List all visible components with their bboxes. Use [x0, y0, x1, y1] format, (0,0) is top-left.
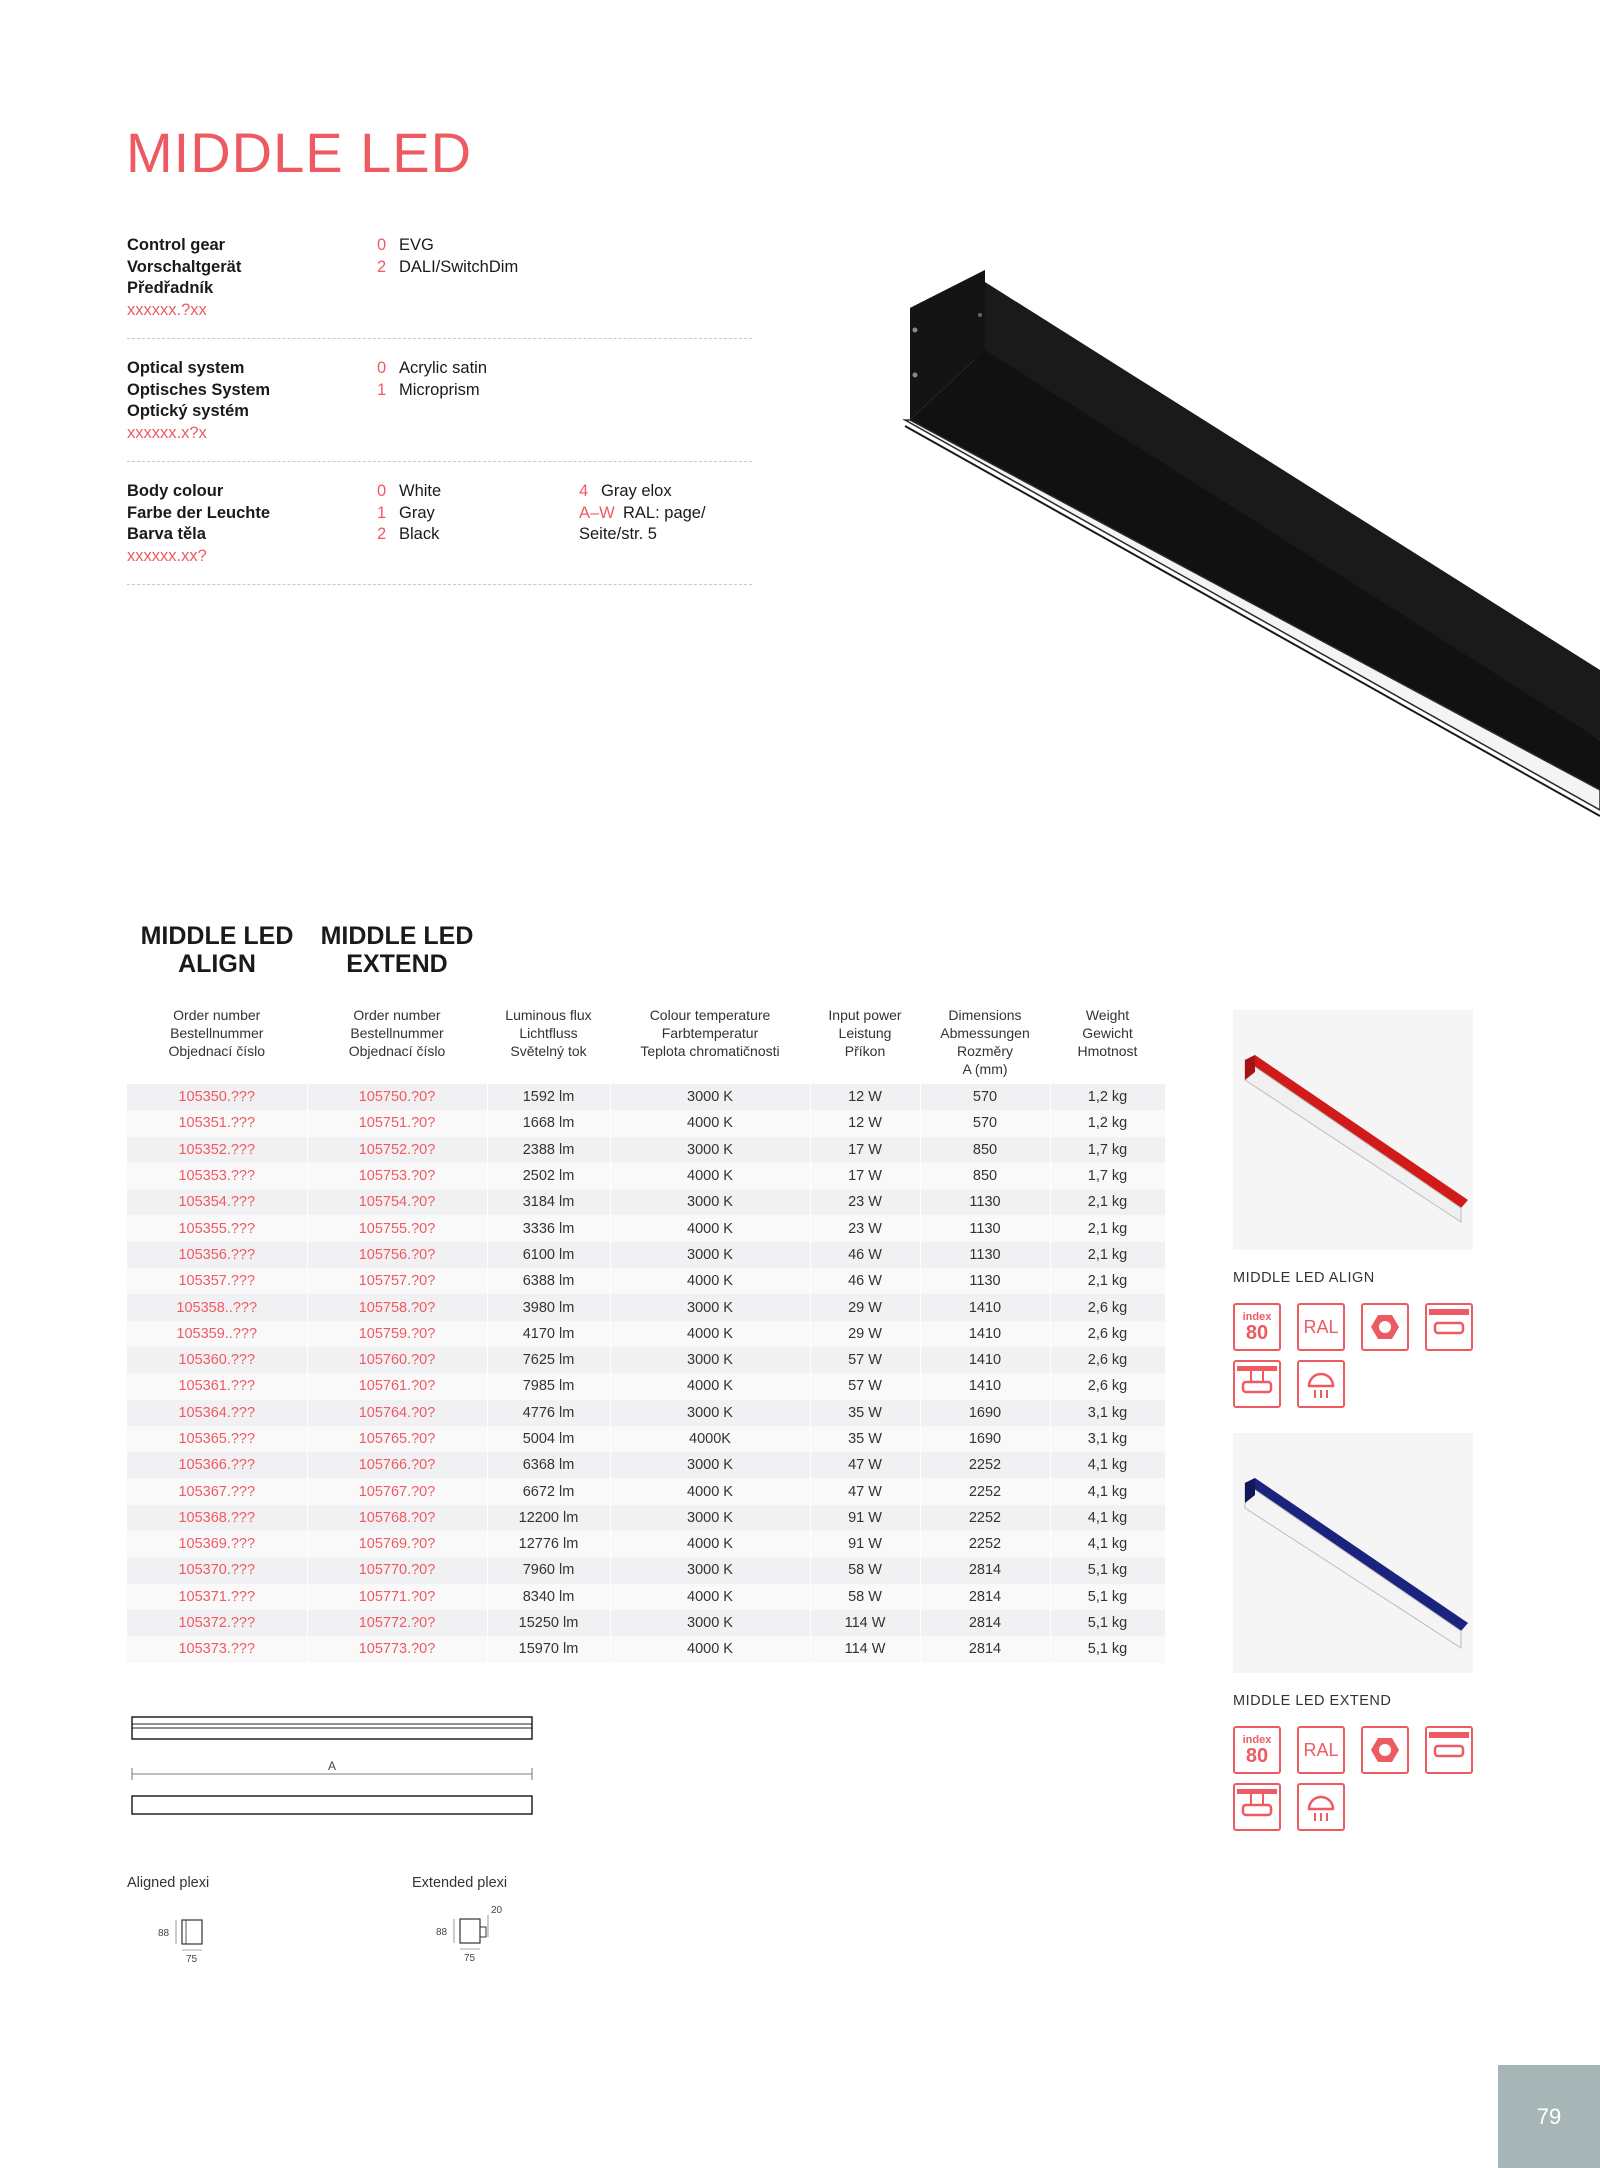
table-cell: 3000 K	[610, 1400, 810, 1426]
table-cell: 58 W	[810, 1557, 920, 1583]
svg-text:20: 20	[491, 1905, 503, 1916]
option-number: 1	[377, 380, 387, 399]
header-colour-temperature: Colour temperature Farbtemperatur Teplota chromatičnosti	[610, 1002, 810, 1084]
order-number-cell: 105757.?0?	[307, 1268, 487, 1294]
order-number-cell: 105769.?0?	[307, 1531, 487, 1557]
order-number-cell: 105354.???	[127, 1189, 307, 1215]
order-number-cell: 105357.???	[127, 1268, 307, 1294]
order-number-cell: 105360.???	[127, 1347, 307, 1373]
table-cell: 4000 K	[610, 1584, 810, 1610]
table-row	[127, 1584, 1165, 1610]
table-cell: 570	[920, 1084, 1050, 1110]
order-number-cell: 105371.???	[127, 1584, 307, 1610]
table-cell: 2,1 kg	[1050, 1215, 1165, 1241]
table-cell: 114 W	[810, 1610, 920, 1636]
table-row	[127, 1110, 1165, 1136]
table-cell: 29 W	[810, 1294, 920, 1320]
order-number-cell: 105767.?0?	[307, 1478, 487, 1504]
table-cell: 4,1 kg	[1050, 1452, 1165, 1478]
variant-extend-icons	[1233, 1726, 1473, 1774]
ceiling-mount-icon	[1425, 1303, 1473, 1351]
table-cell: 1690	[920, 1426, 1050, 1452]
header-order-align: Order number Bestellnummer Objednací číslo	[127, 1002, 307, 1084]
table-cell: 46 W	[810, 1242, 920, 1268]
order-number-cell: 105350.???	[127, 1084, 307, 1110]
table-cell: 57 W	[810, 1373, 920, 1399]
table-row	[127, 1242, 1165, 1268]
order-number-cell: 105753.?0?	[307, 1163, 487, 1189]
option-code: xxxxxx.xx?	[127, 546, 207, 565]
table-cell: 570	[920, 1110, 1050, 1136]
table-cell: 1410	[920, 1321, 1050, 1347]
table-cell: 4,1 kg	[1050, 1478, 1165, 1504]
table-cell: 4,1 kg	[1050, 1505, 1165, 1531]
variant-extend-caption: MIDDLE LED EXTEND	[1233, 1693, 1392, 1709]
series-title-align: MIDDLE LED ALIGN	[140, 922, 294, 978]
table-cell: 4776 lm	[487, 1400, 610, 1426]
table-cell: 3980 lm	[487, 1294, 610, 1320]
table-cell: 1,2 kg	[1050, 1084, 1165, 1110]
table-cell: 3000 K	[610, 1452, 810, 1478]
table-header-row	[127, 1002, 1165, 1084]
option-label: Předřadník	[127, 279, 214, 297]
order-number-cell: 105771.?0?	[307, 1584, 487, 1610]
table-cell: 1130	[920, 1242, 1050, 1268]
order-number-cell: 105756.?0?	[307, 1242, 487, 1268]
pendant-mount-icon	[1233, 1783, 1281, 1831]
table-row	[127, 1452, 1165, 1478]
table-cell: 4000 K	[610, 1636, 810, 1662]
table-cell: 1,2 kg	[1050, 1110, 1165, 1136]
table-cell: 2814	[920, 1584, 1050, 1610]
table-cell: 2252	[920, 1505, 1050, 1531]
table-row	[127, 1557, 1165, 1583]
option-value: EVG	[399, 236, 434, 254]
table-cell: 3000 K	[610, 1137, 810, 1163]
table-cell: 2,1 kg	[1050, 1242, 1165, 1268]
header-luminous-flux: Luminous flux Lichtfluss Světelný tok	[487, 1002, 610, 1084]
order-number-cell: 105366.???	[127, 1452, 307, 1478]
table-cell: 1410	[920, 1294, 1050, 1320]
order-number-cell: 105761.?0?	[307, 1373, 487, 1399]
table-cell: 1130	[920, 1215, 1050, 1241]
table-cell: 1,7 kg	[1050, 1163, 1165, 1189]
table-row	[127, 1426, 1165, 1452]
option-label: Optisches System	[127, 380, 271, 399]
table-cell: 17 W	[810, 1163, 920, 1189]
svg-text:75: 75	[186, 1954, 198, 1965]
svg-text:88: 88	[436, 1927, 448, 1938]
table-row	[127, 1610, 1165, 1636]
table-cell: 4000K	[610, 1426, 810, 1452]
option-number: 2	[377, 257, 387, 276]
profile-label-extended: Extended plexi	[412, 1875, 508, 1891]
order-number-cell: 105358..???	[127, 1294, 307, 1320]
table-cell: 4000 K	[610, 1321, 810, 1347]
order-number-cell: 105365.???	[127, 1426, 307, 1452]
table-cell: 2814	[920, 1636, 1050, 1662]
table-cell: 2814	[920, 1610, 1050, 1636]
option-optical-system	[127, 358, 752, 462]
table-row	[127, 1137, 1165, 1163]
table-cell: 850	[920, 1163, 1050, 1189]
cri-index-icon: index 80	[1233, 1303, 1281, 1351]
table-cell: 4000 K	[610, 1373, 810, 1399]
table-row	[127, 1478, 1165, 1504]
table-cell: 2,1 kg	[1050, 1268, 1165, 1294]
option-code: xxxxxx.?xx	[127, 300, 207, 319]
option-value: Black	[399, 525, 440, 543]
table-cell: 3,1 kg	[1050, 1400, 1165, 1426]
table-cell: 7985 lm	[487, 1373, 610, 1399]
order-number-cell: 105766.?0?	[307, 1452, 487, 1478]
table-cell: 2252	[920, 1452, 1050, 1478]
table-cell: 2252	[920, 1478, 1050, 1504]
table-cell: 850	[920, 1137, 1050, 1163]
option-label: Farbe der Leuchte	[127, 503, 271, 522]
table-cell: 1130	[920, 1189, 1050, 1215]
table-cell: 6388 lm	[487, 1268, 610, 1294]
table-cell: 3184 lm	[487, 1189, 610, 1215]
order-number-cell: 105364.???	[127, 1400, 307, 1426]
table-cell: 35 W	[810, 1426, 920, 1452]
table-cell: 12 W	[810, 1110, 920, 1136]
option-number: 0	[377, 482, 387, 500]
table-cell: 17 W	[810, 1137, 920, 1163]
table-cell: 3000 K	[610, 1557, 810, 1583]
table-cell: 3000 K	[610, 1084, 810, 1110]
option-value: Seite/str. 5	[579, 525, 657, 543]
option-value: Gray	[399, 503, 435, 522]
table-cell: 3000 K	[610, 1347, 810, 1373]
option-label: Optical system	[127, 359, 245, 377]
order-number-cell: 105367.???	[127, 1478, 307, 1504]
table-cell: 4000 K	[610, 1163, 810, 1189]
order-number-cell: 105770.?0?	[307, 1557, 487, 1583]
order-number-cell: 105355.???	[127, 1215, 307, 1241]
option-number: 2	[377, 525, 387, 543]
table-row	[127, 1163, 1165, 1189]
variant-align-caption: MIDDLE LED ALIGN	[1233, 1270, 1375, 1286]
table-cell: 12776 lm	[487, 1531, 610, 1557]
order-number-cell: 105356.???	[127, 1242, 307, 1268]
table-cell: 1130	[920, 1268, 1050, 1294]
svg-text:88: 88	[158, 1928, 170, 1939]
table-cell: 47 W	[810, 1478, 920, 1504]
table-cell: 3000 K	[610, 1610, 810, 1636]
table-row	[127, 1636, 1165, 1662]
table-cell: 5004 lm	[487, 1426, 610, 1452]
cri-index-icon: index 80	[1233, 1726, 1281, 1774]
option-label: Control gear	[127, 236, 226, 254]
spec-table	[127, 1002, 1166, 1663]
table-cell: 57 W	[810, 1347, 920, 1373]
hexagon-nut-icon	[1361, 1726, 1409, 1774]
table-cell: 23 W	[810, 1215, 920, 1241]
table-cell: 29 W	[810, 1321, 920, 1347]
table-cell: 35 W	[810, 1400, 920, 1426]
table-cell: 2,6 kg	[1050, 1321, 1165, 1347]
order-number-cell: 105773.?0?	[307, 1636, 487, 1662]
dimension-label: A	[327, 1759, 337, 1773]
table-cell: 15250 lm	[487, 1610, 610, 1636]
option-value: White	[399, 482, 442, 500]
variant-extend-icons-2	[1233, 1783, 1345, 1831]
option-value: Microprism	[399, 380, 480, 399]
order-number-cell: 105353.???	[127, 1163, 307, 1189]
table-cell: 5,1 kg	[1050, 1610, 1165, 1636]
order-number-cell: 105369.???	[127, 1531, 307, 1557]
option-number: 4	[579, 482, 589, 500]
table-cell: 2502 lm	[487, 1163, 610, 1189]
option-code: xxxxxx.x?x	[127, 423, 207, 442]
option-value: DALI/SwitchDim	[399, 257, 519, 276]
option-label: Vorschaltgerät	[127, 257, 242, 276]
table-cell: 5,1 kg	[1050, 1557, 1165, 1583]
option-label: Optický systém	[127, 402, 249, 420]
option-number: 0	[377, 359, 387, 377]
table-cell: 3,1 kg	[1050, 1426, 1165, 1452]
order-number-cell: 105361.???	[127, 1373, 307, 1399]
table-cell: 2,6 kg	[1050, 1373, 1165, 1399]
table-row	[127, 1084, 1165, 1110]
hexagon-nut-icon	[1361, 1303, 1409, 1351]
order-number-cell: 105754.?0?	[307, 1189, 487, 1215]
variant-align-icons	[1233, 1303, 1473, 1351]
table-cell: 3000 K	[610, 1505, 810, 1531]
table-row	[127, 1294, 1165, 1320]
table-cell: 1592 lm	[487, 1084, 610, 1110]
table-row	[127, 1531, 1165, 1557]
table-cell: 12 W	[810, 1084, 920, 1110]
option-number: 0	[377, 236, 387, 254]
table-cell: 23 W	[810, 1189, 920, 1215]
table-cell: 4000 K	[610, 1268, 810, 1294]
table-cell: 91 W	[810, 1531, 920, 1557]
table-cell: 15970 lm	[487, 1636, 610, 1662]
table-cell: 1410	[920, 1347, 1050, 1373]
table-cell: 7625 lm	[487, 1347, 610, 1373]
technical-drawing	[127, 1712, 547, 1832]
order-number-cell: 105370.???	[127, 1557, 307, 1583]
table-cell: 2,6 kg	[1050, 1294, 1165, 1320]
profile-label-aligned: Aligned plexi	[127, 1875, 210, 1891]
header-dimensions: Dimensions Abmessungen Rozměry A (mm)	[920, 1002, 1050, 1084]
table-cell: 3000 K	[610, 1242, 810, 1268]
profile-section-extended	[428, 1895, 518, 1975]
ral-color-icon: RAL	[1297, 1303, 1345, 1351]
table-cell: 1668 lm	[487, 1110, 610, 1136]
table-cell: 1,7 kg	[1050, 1137, 1165, 1163]
table-cell: 4170 lm	[487, 1321, 610, 1347]
option-number: 1	[377, 503, 387, 522]
order-number-cell: 105372.???	[127, 1610, 307, 1636]
table-cell: 6672 lm	[487, 1478, 610, 1504]
table-row	[127, 1347, 1165, 1373]
variant-extend-image	[1233, 1433, 1473, 1673]
table-cell: 5,1 kg	[1050, 1636, 1165, 1662]
table-cell: 2,6 kg	[1050, 1347, 1165, 1373]
variant-align-image	[1233, 1010, 1473, 1250]
table-cell: 4,1 kg	[1050, 1531, 1165, 1557]
option-value: Gray elox	[601, 482, 672, 500]
table-cell: 2814	[920, 1557, 1050, 1583]
option-label: Barva těla	[127, 525, 206, 543]
table-row	[127, 1215, 1165, 1241]
product-photo	[900, 270, 1600, 850]
table-row	[127, 1321, 1165, 1347]
table-cell: 1690	[920, 1400, 1050, 1426]
table-cell: 5,1 kg	[1050, 1584, 1165, 1610]
table-row	[127, 1189, 1165, 1215]
profile-section-aligned	[150, 1912, 220, 1972]
svg-text:75: 75	[464, 1953, 476, 1964]
order-number-cell: 105752.?0?	[307, 1137, 487, 1163]
table-cell: 2252	[920, 1531, 1050, 1557]
order-number-cell: 105768.?0?	[307, 1505, 487, 1531]
table-cell: 47 W	[810, 1452, 920, 1478]
order-number-cell: 105352.???	[127, 1137, 307, 1163]
table-cell: 4000 K	[610, 1531, 810, 1557]
option-label: Body colour	[127, 482, 224, 500]
variant-align-icons-2	[1233, 1360, 1345, 1408]
table-cell: 2,1 kg	[1050, 1189, 1165, 1215]
order-number-cell: 105351.???	[127, 1110, 307, 1136]
option-number: A–W	[579, 503, 615, 522]
table-cell: 4000 K	[610, 1478, 810, 1504]
table-cell: 114 W	[810, 1636, 920, 1662]
table-row	[127, 1268, 1165, 1294]
option-body-colour	[127, 481, 752, 585]
header-order-extend: Order number Bestellnummer Objednací číslo	[307, 1002, 487, 1084]
table-cell: 91 W	[810, 1505, 920, 1531]
ceiling-mount-icon	[1425, 1726, 1473, 1774]
order-number-cell: 105368.???	[127, 1505, 307, 1531]
table-row	[127, 1505, 1165, 1531]
table-cell: 6100 lm	[487, 1242, 610, 1268]
downlight-icon	[1297, 1783, 1345, 1831]
order-number-cell: 105759.?0?	[307, 1321, 487, 1347]
table-cell: 12200 lm	[487, 1505, 610, 1531]
order-number-cell: 105359..???	[127, 1321, 307, 1347]
table-cell: 3336 lm	[487, 1215, 610, 1241]
table-row	[127, 1373, 1165, 1399]
series-title-extend: MIDDLE LED EXTEND	[320, 922, 474, 978]
order-number-cell: 105760.?0?	[307, 1347, 487, 1373]
order-number-cell: 105373.???	[127, 1636, 307, 1662]
order-number-cell: 105755.?0?	[307, 1215, 487, 1241]
page-number: 79	[1498, 2065, 1600, 2168]
table-cell: 46 W	[810, 1268, 920, 1294]
downlight-icon	[1297, 1360, 1345, 1408]
table-cell: 7960 lm	[487, 1557, 610, 1583]
ral-color-icon: RAL	[1297, 1726, 1345, 1774]
table-cell: 58 W	[810, 1584, 920, 1610]
table-cell: 4000 K	[610, 1110, 810, 1136]
header-weight: Weight Gewicht Hmotnost	[1050, 1002, 1165, 1084]
pendant-mount-icon	[1233, 1360, 1281, 1408]
order-number-cell: 105751.?0?	[307, 1110, 487, 1136]
table-cell: 8340 lm	[487, 1584, 610, 1610]
order-number-cell: 105758.?0?	[307, 1294, 487, 1320]
option-control-gear	[127, 235, 752, 339]
order-number-cell: 105765.?0?	[307, 1426, 487, 1452]
order-number-cell: 105772.?0?	[307, 1610, 487, 1636]
order-number-cell: 105764.?0?	[307, 1400, 487, 1426]
option-value: RAL: page/	[623, 503, 706, 522]
order-number-cell: 105750.?0?	[307, 1084, 487, 1110]
table-row	[127, 1400, 1165, 1426]
table-cell: 3000 K	[610, 1294, 810, 1320]
table-cell: 3000 K	[610, 1189, 810, 1215]
header-input-power: Input power Leistung Příkon	[810, 1002, 920, 1084]
page-title: MIDDLE LED	[126, 121, 473, 184]
table-cell: 6368 lm	[487, 1452, 610, 1478]
table-cell: 4000 K	[610, 1215, 810, 1241]
table-cell: 1410	[920, 1373, 1050, 1399]
option-value: Acrylic satin	[399, 359, 488, 377]
table-cell: 2388 lm	[487, 1137, 610, 1163]
